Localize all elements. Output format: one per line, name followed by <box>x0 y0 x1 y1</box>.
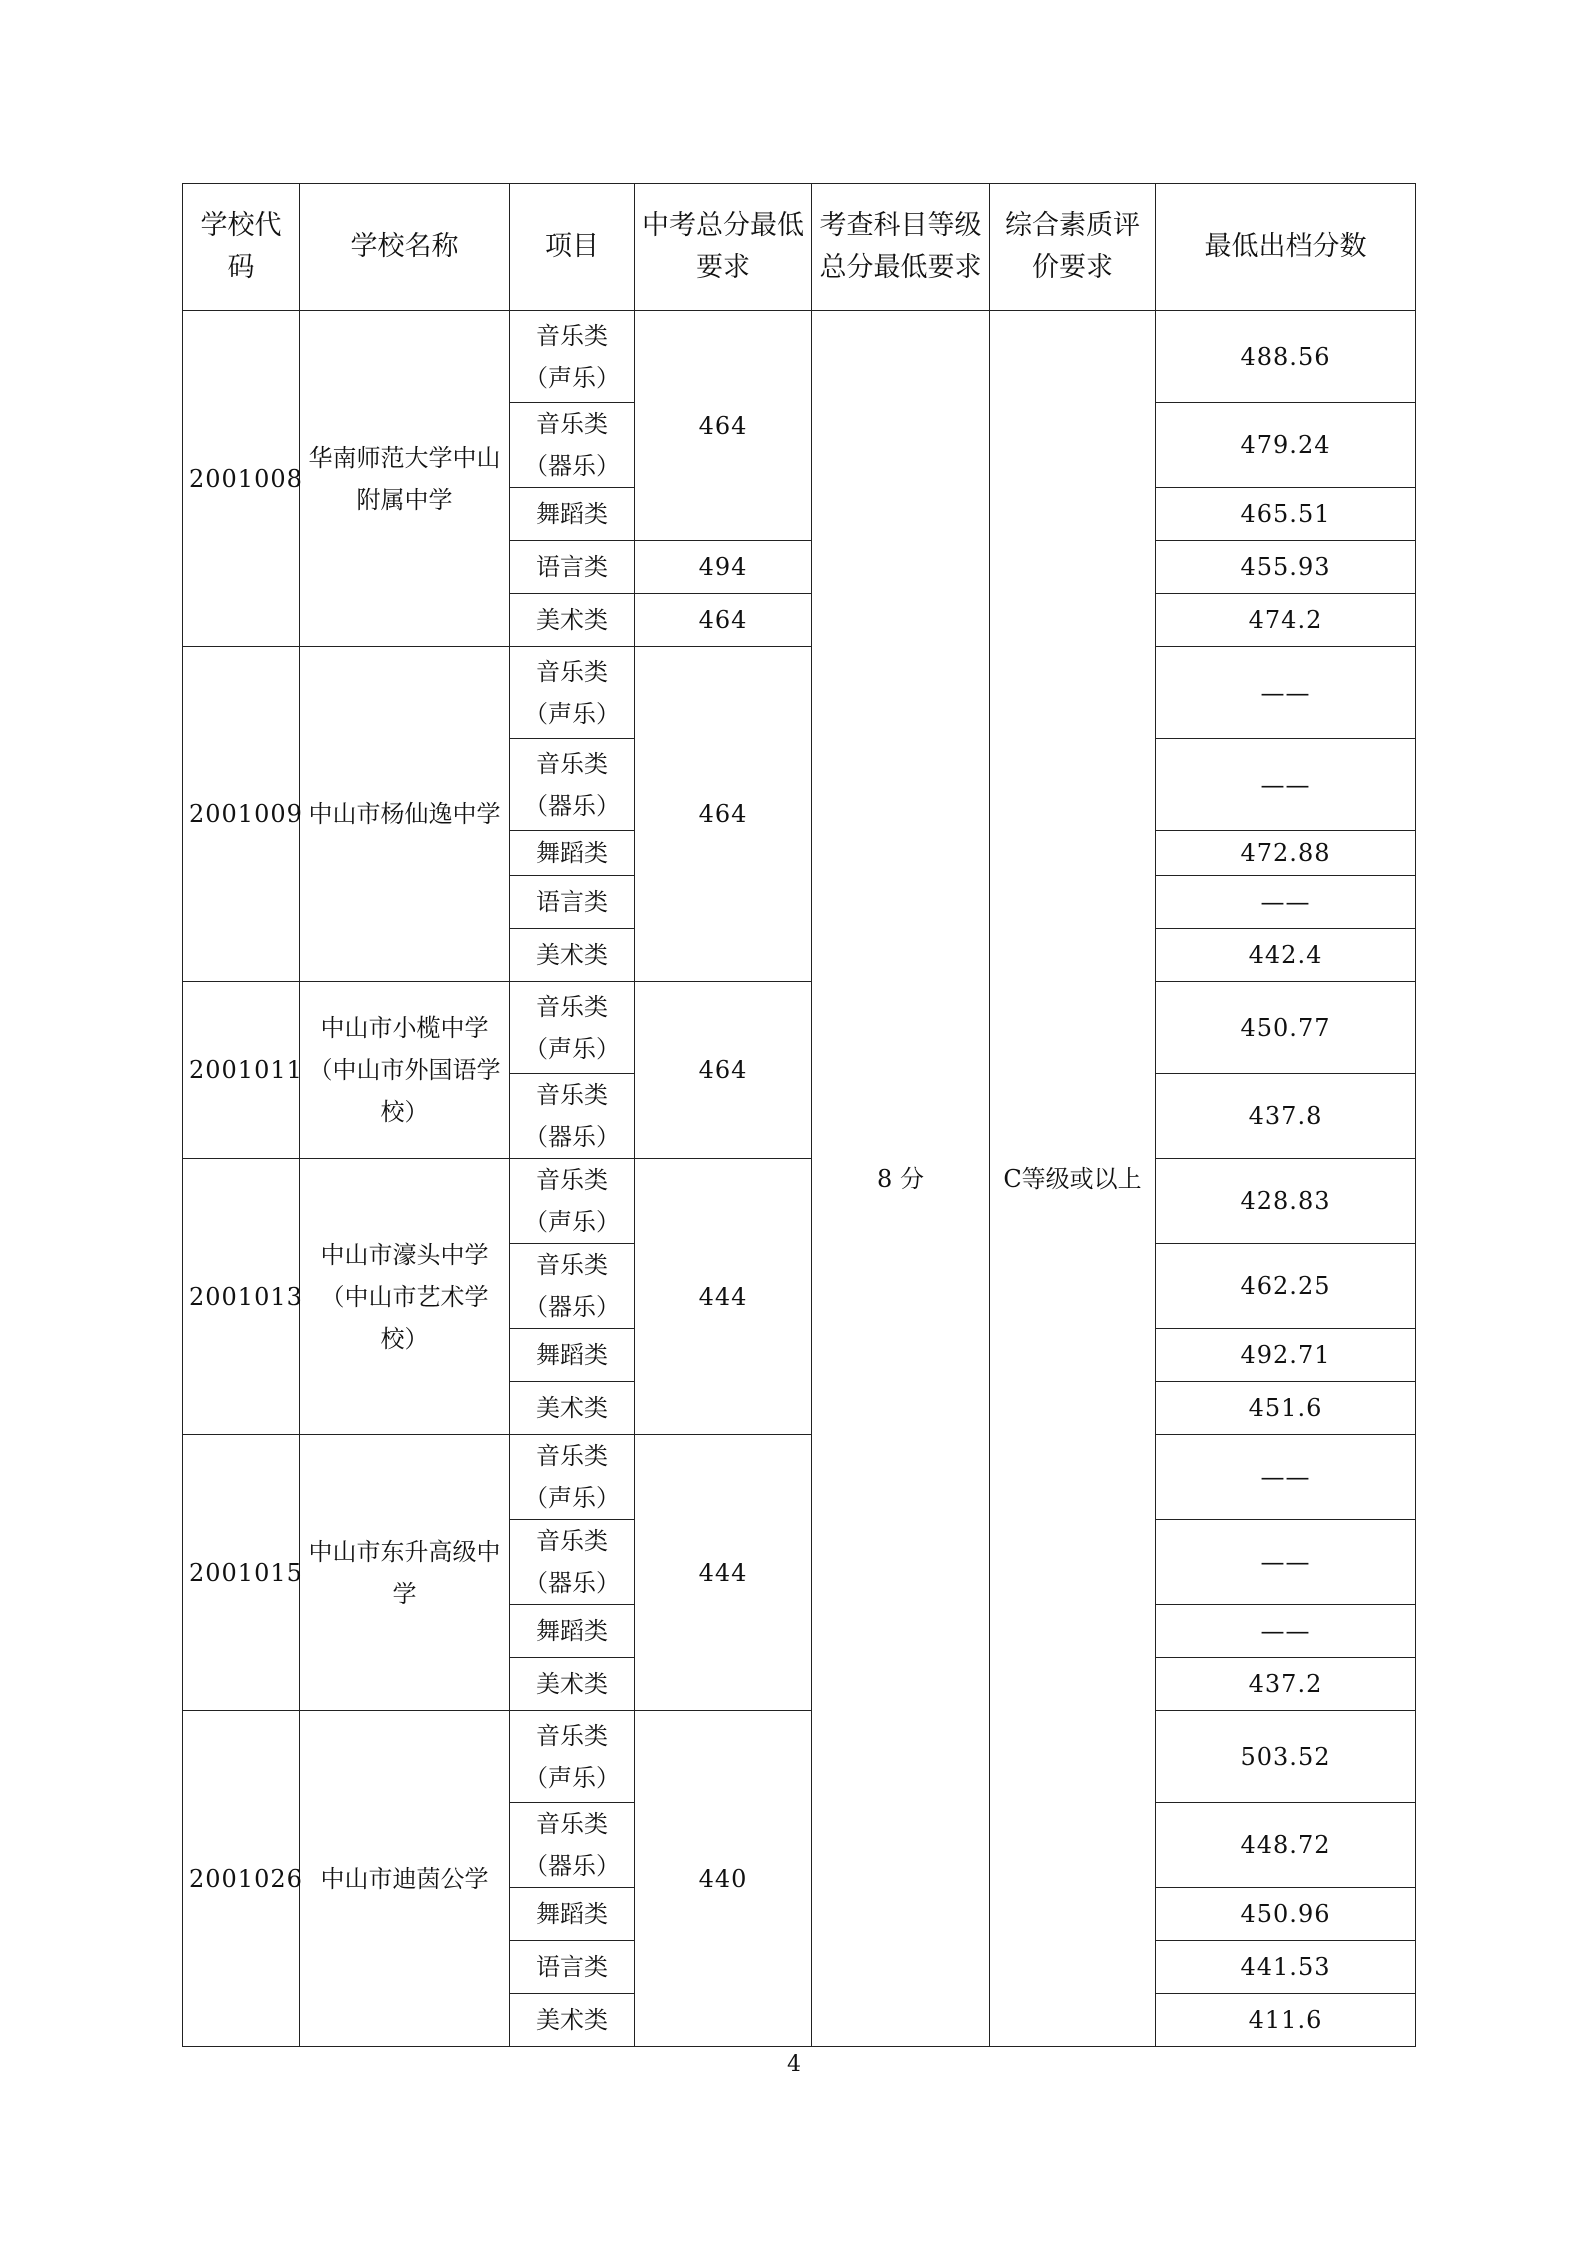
total-score-cell: 464 <box>635 647 812 982</box>
item-cell: 音乐类（声乐） <box>510 647 635 739</box>
school-name: 中山市东升高级中学 <box>300 1435 510 1711</box>
item-cell: 语言类 <box>510 541 635 594</box>
item-cell: 音乐类（器乐） <box>510 1244 635 1329</box>
school-code: 2001013 <box>183 1159 300 1435</box>
page-number: 4 <box>787 2052 801 2077</box>
total-score-cell: 444 <box>635 1159 812 1435</box>
school-code: 2001026 <box>183 1711 300 2047</box>
item-cell: 美术类 <box>510 594 635 647</box>
min-score-cell: 474.2 <box>1156 594 1416 647</box>
item-cell: 舞蹈类 <box>510 1888 635 1941</box>
admission-score-table <box>182 183 1416 2047</box>
table-row <box>183 1435 1416 1520</box>
min-score-cell: 488.56 <box>1156 311 1416 403</box>
min-score-cell: —— <box>1156 1520 1416 1605</box>
header-school-code: 学校代码 <box>183 184 300 311</box>
item-cell: 音乐类（声乐） <box>510 311 635 403</box>
item-cell: 音乐类（声乐） <box>510 1435 635 1520</box>
header-min-score: 最低出档分数 <box>1156 184 1416 311</box>
min-score-cell: 442.4 <box>1156 929 1416 982</box>
min-score-cell: —— <box>1156 876 1416 929</box>
min-score-cell: 462.25 <box>1156 1244 1416 1329</box>
min-score-cell: 451.6 <box>1156 1382 1416 1435</box>
school-code: 2001008 <box>183 311 300 647</box>
min-score-cell: —— <box>1156 1435 1416 1520</box>
item-cell: 美术类 <box>510 1994 635 2047</box>
item-cell: 音乐类（器乐） <box>510 1520 635 1605</box>
school-name: 中山市迪茵公学 <box>300 1711 510 2047</box>
min-score-cell: 437.2 <box>1156 1658 1416 1711</box>
min-score-cell: 450.77 <box>1156 982 1416 1074</box>
item-cell: 语言类 <box>510 876 635 929</box>
table-row <box>183 1711 1416 1803</box>
item-cell: 音乐类（声乐） <box>510 1711 635 1803</box>
total-score-cell: 444 <box>635 1435 812 1711</box>
table-row <box>183 311 1416 403</box>
total-score-cell: 464 <box>635 594 812 647</box>
header-item: 项目 <box>510 184 635 311</box>
item-cell: 音乐类（器乐） <box>510 403 635 488</box>
min-score-cell: 479.24 <box>1156 403 1416 488</box>
item-cell: 美术类 <box>510 929 635 982</box>
table-header-row <box>183 184 1416 311</box>
item-cell: 语言类 <box>510 1941 635 1994</box>
min-score-cell: 472.88 <box>1156 831 1416 876</box>
school-name: 中山市杨仙逸中学 <box>300 647 510 982</box>
school-code: 2001009 <box>183 647 300 982</box>
min-score-cell: —— <box>1156 1605 1416 1658</box>
item-cell: 美术类 <box>510 1658 635 1711</box>
header-quality-evaluation: 综合素质评价要求 <box>990 184 1156 311</box>
total-score-cell: 464 <box>635 311 812 541</box>
item-cell: 音乐类（声乐） <box>510 1159 635 1244</box>
header-exam-grade-requirement: 考查科目等级总分最低要求 <box>812 184 990 311</box>
item-cell: 舞蹈类 <box>510 488 635 541</box>
header-school-name: 学校名称 <box>300 184 510 311</box>
item-cell: 舞蹈类 <box>510 1329 635 1382</box>
min-score-cell: 450.96 <box>1156 1888 1416 1941</box>
exam-grade-cell: 8 分 <box>812 311 990 2047</box>
min-score-cell: 465.51 <box>1156 488 1416 541</box>
min-score-cell: 455.93 <box>1156 541 1416 594</box>
item-cell: 舞蹈类 <box>510 831 635 876</box>
min-score-cell: 441.53 <box>1156 1941 1416 1994</box>
item-cell: 音乐类（器乐） <box>510 739 635 831</box>
min-score-cell: —— <box>1156 647 1416 739</box>
min-score-cell: 411.6 <box>1156 1994 1416 2047</box>
min-score-cell: 448.72 <box>1156 1803 1416 1888</box>
item-cell: 舞蹈类 <box>510 1605 635 1658</box>
total-score-cell: 494 <box>635 541 812 594</box>
min-score-cell: 428.83 <box>1156 1159 1416 1244</box>
table-row <box>183 1159 1416 1244</box>
school-name: 中山市濠头中学（中山市艺术学校） <box>300 1159 510 1435</box>
min-score-cell: —— <box>1156 739 1416 831</box>
item-cell: 美术类 <box>510 1382 635 1435</box>
total-score-cell: 464 <box>635 982 812 1159</box>
school-name: 中山市小榄中学（中山市外国语学校） <box>300 982 510 1159</box>
school-code: 2001015 <box>183 1435 300 1711</box>
school-name: 华南师范大学中山附属中学 <box>300 311 510 647</box>
item-cell: 音乐类（声乐） <box>510 982 635 1074</box>
header-total-score-requirement: 中考总分最低要求 <box>635 184 812 311</box>
min-score-cell: 437.8 <box>1156 1074 1416 1159</box>
item-cell: 音乐类（器乐） <box>510 1074 635 1159</box>
min-score-cell: 492.71 <box>1156 1329 1416 1382</box>
table-row <box>183 647 1416 739</box>
quality-cell: C等级或以上 <box>990 311 1156 2047</box>
min-score-cell: 503.52 <box>1156 1711 1416 1803</box>
school-code: 2001011 <box>183 982 300 1159</box>
total-score-cell: 440 <box>635 1711 812 2047</box>
table-row <box>183 982 1416 1074</box>
item-cell: 音乐类（器乐） <box>510 1803 635 1888</box>
